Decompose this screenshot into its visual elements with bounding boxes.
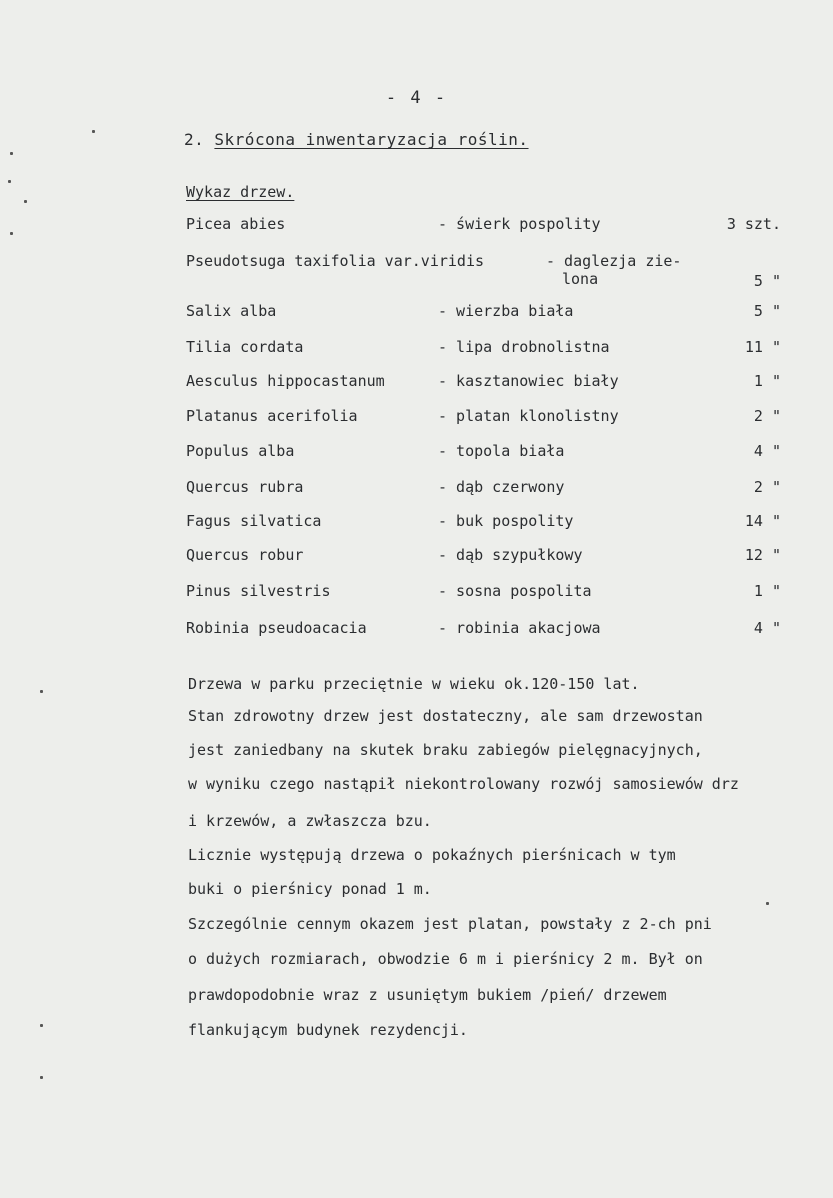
paragraph-line: w wyniku czego nastąpił niekontrolowany rozwój samosiewów drz [188, 775, 739, 793]
tree-row [0, 338, 833, 360]
tree-latin-name: Tilia cordata [186, 338, 304, 356]
scan-speck [10, 232, 13, 235]
scan-speck [40, 690, 43, 693]
tree-row [0, 478, 833, 500]
page-number: - 4 - [385, 88, 448, 108]
paragraph-line: flankującym budynek rezydencji. [188, 1021, 468, 1039]
scan-speck [40, 1076, 43, 1079]
tree-polish-name: - daglezja zie- [546, 252, 682, 270]
tree-row [0, 582, 833, 604]
tree-polish-name: - buk pospolity [438, 512, 574, 530]
scan-speck [40, 1024, 43, 1027]
tree-polish-name: - wierzba biała [438, 302, 574, 320]
tree-row [0, 407, 833, 429]
tree-latin-name: Fagus silvatica [186, 512, 322, 530]
tree-latin-name: Robinia pseudoacacia [186, 619, 367, 637]
tree-row [0, 442, 833, 464]
tree-count: 4 " [753, 442, 781, 460]
tree-polish-name: - robinia akacjowa [438, 619, 601, 637]
tree-row [0, 512, 833, 534]
tree-polish-name: - platan klonolistny [438, 407, 619, 425]
tree-count: 1 " [753, 582, 781, 600]
section-title-text: Skrócona inwentaryzacja roślin. [214, 130, 529, 149]
paragraph-line: o dużych rozmiarach, obwodzie 6 m i pierśnicy 2 m. Był on [188, 950, 703, 968]
tree-count: 2 " [753, 407, 781, 425]
tree-latin-name: Quercus rubra [186, 478, 304, 496]
tree-polish-name: - dąb szypułkowy [438, 546, 583, 564]
paragraph-line: buki o pierśnicy ponad 1 m. [188, 880, 432, 898]
tree-polish-name: - kasztanowiec biały [438, 372, 619, 390]
tree-latin-name: Aesculus hippocastanum [186, 372, 385, 390]
tree-polish-name-cont: lona [562, 270, 599, 288]
tree-latin-name: Quercus robur [186, 546, 304, 564]
tree-count: 3 szt. [726, 215, 781, 233]
tree-latin-name: Populus alba [186, 442, 295, 460]
list-heading: Wykaz drzew. [186, 183, 295, 201]
paragraph-line: prawdopodobnie wraz z usuniętym bukiem /pień/ drzewem [188, 986, 667, 1004]
tree-row [0, 215, 833, 237]
tree-row [0, 546, 833, 568]
scan-speck [92, 130, 95, 133]
tree-latin-name: Pseudotsuga taxifolia var.viridis [186, 252, 485, 270]
tree-latin-name: Pinus silvestris [186, 582, 331, 600]
tree-count: 5 " [753, 302, 781, 320]
tree-latin-name: Picea abies [186, 215, 286, 233]
tree-latin-name: Salix alba [186, 302, 277, 320]
tree-row [0, 619, 833, 641]
tree-count: 1 " [753, 372, 781, 390]
tree-count: 2 " [753, 478, 781, 496]
tree-polish-name: - świerk pospolity [438, 215, 601, 233]
tree-count: 12 " [744, 546, 781, 564]
section-number: 2. [184, 130, 205, 149]
paragraph-line: Drzewa w parku przeciętnie w wieku ok.120-150 lat. [188, 675, 640, 693]
tree-polish-name: - sosna pospolita [438, 582, 592, 600]
tree-count: 5 " [753, 272, 781, 290]
tree-row [0, 252, 833, 296]
scan-speck [24, 200, 27, 203]
paragraph-line: i krzewów, a zwłaszcza bzu. [188, 812, 432, 830]
scan-speck [8, 180, 11, 183]
section-title [184, 130, 529, 149]
paragraph-line: jest zaniedbany na skutek braku zabiegów pielęgnacyjnych, [188, 741, 703, 759]
tree-row [0, 372, 833, 394]
scan-speck [766, 902, 769, 905]
scan-speck [10, 152, 13, 155]
tree-polish-name: - dąb czerwony [438, 478, 565, 496]
tree-count: 11 " [744, 338, 781, 356]
tree-latin-name: Platanus acerifolia [186, 407, 358, 425]
paragraph-line: Szczególnie cennym okazem jest platan, powstały z 2-ch pni [188, 915, 712, 933]
paragraph-line: Licznie występują drzewa o pokaźnych pierśnicach w tym [188, 846, 676, 864]
tree-count: 4 " [753, 619, 781, 637]
paragraph-line: Stan zdrowotny drzew jest dostateczny, ale sam drzewostan [188, 707, 703, 725]
tree-polish-name: - lipa drobnolistna [438, 338, 610, 356]
tree-count: 14 " [744, 512, 781, 530]
tree-row [0, 302, 833, 324]
tree-polish-name: - topola biała [438, 442, 565, 460]
